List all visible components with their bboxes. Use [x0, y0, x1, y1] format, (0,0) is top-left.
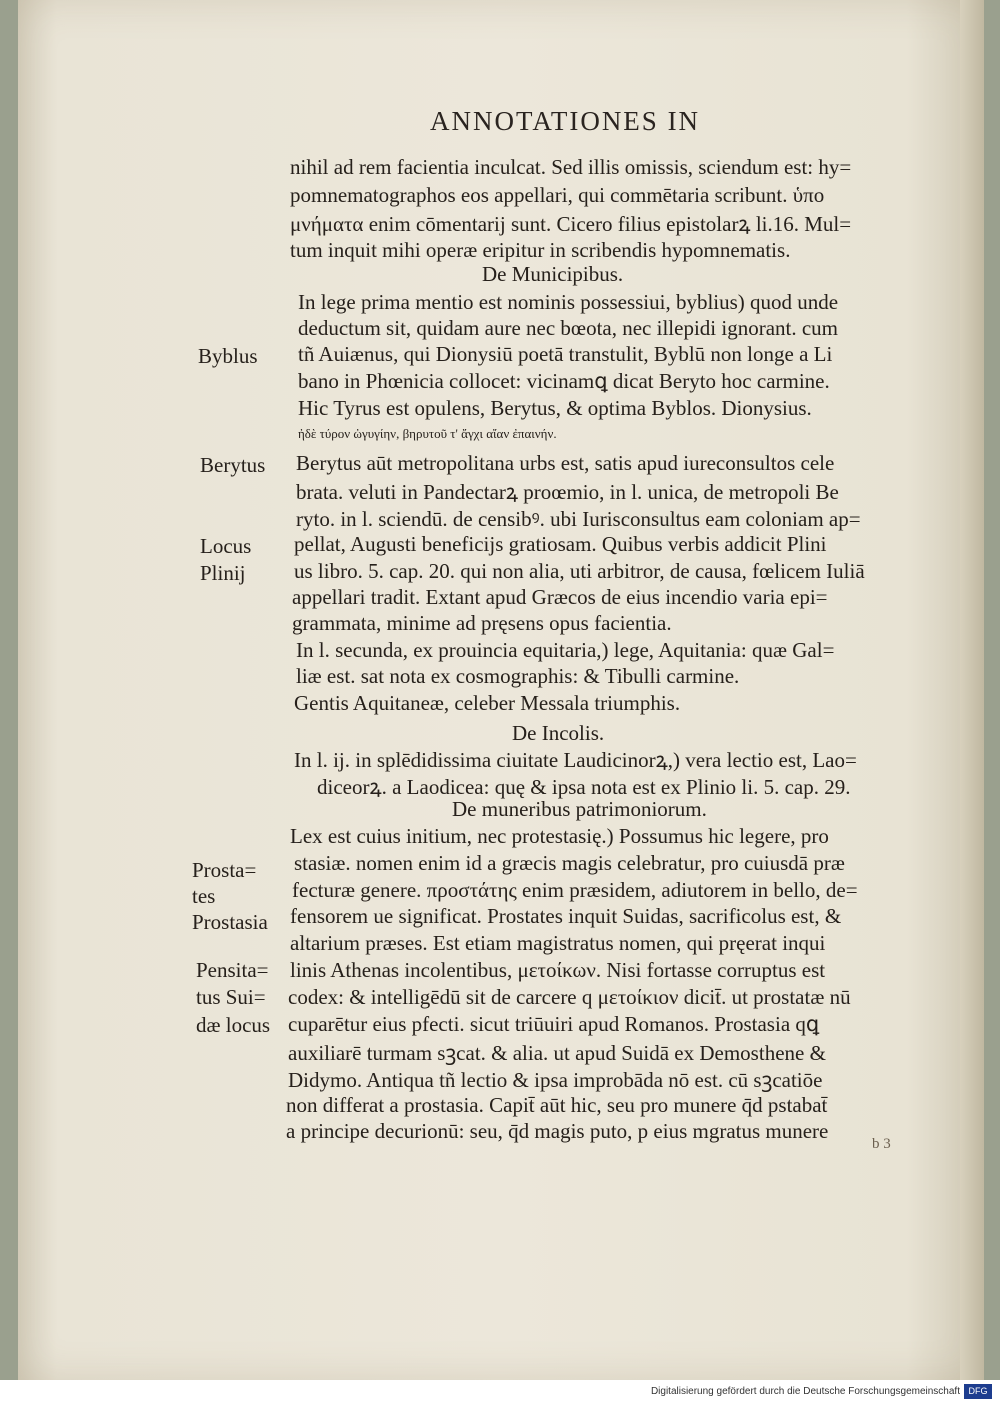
margin-note-prostates: Prosta=: [192, 858, 257, 882]
margin-note-pensitatus: tus Sui=: [196, 985, 266, 1009]
text-line: auxiliarē turmam sꝫcat. & alia. ut apud Suidā ex Demosthene &: [288, 1041, 826, 1065]
text-line: fecturæ genere. προστάτης enim præsidem, adiutorem in bello, de=: [292, 878, 858, 902]
margin-note-plinij: Plinij: [200, 561, 246, 585]
text-line: non differat a prostasia. Capit̄ aūt hic, seu pro munere q̄d pstabat̄: [286, 1093, 828, 1117]
text-line: stasiæ. nomen enim id a græcis magis celebratur, pro cuiusdā præ: [294, 851, 845, 875]
text-line: ryto. in l. sciendū. de censibꝰ. ubi Iurisconsultus eam coloniam ap=: [296, 507, 861, 531]
margin-note-berytus: Berytus: [200, 453, 266, 477]
text-line: codex: & intelligēdū sit de carcere q μετοίκιον dicit̄. ut prostatæ nū: [288, 985, 851, 1009]
text-line: us libro. 5. cap. 20. qui non alia, uti arbitror, de causa, fœlicem Iuliā: [294, 559, 865, 583]
margin-note-locus: Locus: [200, 534, 252, 558]
text-line: a principe decurionū: seu, q̄d magis puto, p eius mgratus munere: [286, 1119, 829, 1143]
text-line: In lege prima mentio est nominis possessiui, byblius) quod unde: [298, 290, 839, 314]
text-line: linis Athenas incolentibus, μετοίκων. Nisi fortasse corruptus est: [290, 958, 826, 982]
text-line: Berytus aūt metropolitana urbs est, satis apud iureconsultos cele: [296, 451, 835, 475]
greek-verse-line: ἠδὲ τύρον ὠγυγίην, βηρυτοῦ τ' ἄγχι αἴαν ἐπαινήν.: [298, 426, 557, 441]
text-line: tum inquit mihi operæ eripitur in scribendis hypomnematis.: [290, 238, 791, 262]
text-line: bano in Phœnicia collocet: vicinamꝗ dicat Beryto hoc carmine.: [298, 369, 830, 393]
text-line: grammata, minime ad pręsens opus facientia.: [292, 611, 672, 635]
text-line: brata. veluti in Pandectarꝝ proœmio, in l. unica, de metropoli Be: [296, 480, 839, 504]
text-line: cuparētur eius pfecti. sicut triūuiri apud Romanos. Prostasia qꝗ: [288, 1012, 820, 1036]
running-head: ANNOTATIONES IN: [430, 106, 701, 136]
heading-incolis: De Incolis.: [512, 721, 605, 745]
text-line: Gentis Aquitaneæ, celeber Messala triumphis.: [294, 691, 681, 715]
footer-credit: Digitalisierung gefördert durch die Deutsche Forschungsgemeinschaft: [650, 1386, 960, 1397]
text-line: In l. secunda, ex prouincia equitaria,) lege, Aquitania: quæ Gal=: [296, 638, 835, 662]
heading-muneribus: De muneribus patrimoniorum.: [452, 797, 707, 821]
text-line: diceorꝝ. a Laodicea: quę & ipsa nota est ex Plinio li. 5. cap. 29.: [317, 775, 851, 799]
text-line: Didymo. Antiqua tñ lectio & ipsa improbāda nō est. cū sꝫcatiōe: [288, 1068, 823, 1092]
text-line: Hic Tyrus est opulens, Berytus, & optima Byblos. Dionysius.: [298, 396, 812, 420]
text-line: fensorem ue significat. Prostates inquit Suidas, sacrificolus est, &: [290, 904, 842, 928]
text-line: nihil ad rem facientia inculcat. Sed illis omissis, sciendum est: hy=: [290, 155, 852, 179]
text-line: tñ Auiænus, qui Dionysiū poetā transtulit, Byblū non longe a Li: [298, 342, 833, 366]
text-line: μνήματα enim cōmentarij sunt. Cicero filius epistolarꝝ li.16. Mul=: [290, 212, 852, 236]
page-edge: [960, 0, 984, 1380]
text-line: liæ est. sat nota ex cosmographis: & Tibulli carmine.: [296, 664, 740, 688]
text-line: deductum sit, quidam aure nec bœota, nec illepidi ignorant. cum: [298, 316, 839, 340]
margin-note-byblus: Byblus: [198, 344, 258, 368]
margin-note-tes: tes: [192, 884, 216, 908]
margin-note-pensitatus: Pensita=: [196, 958, 269, 982]
text-line: appellari tradit. Extant apud Græcos de eius incendio varia epi=: [292, 585, 828, 609]
margin-note-pensitatus: dæ locus: [196, 1013, 271, 1037]
heading-municipibus: De Municipibus.: [482, 262, 624, 286]
margin-note-prostasia: Prostasia: [192, 910, 268, 934]
signature-mark: b 3: [872, 1136, 891, 1152]
text-line: altarium præses. Est etiam magistratus nomen, qui pręerat inqui: [290, 931, 826, 955]
text-line: pomnematographos eos appellari, qui commētaria scribunt. ὑπο: [290, 183, 825, 207]
text-line: Lex est cuius initium, nec protestasię.) Possumus hic legere, pro: [290, 824, 829, 848]
text-line: In l. ij. in splēdidissima ciuitate Laudicinorꝝ,) vera lectio est, Lao=: [294, 748, 857, 772]
footer-bar: [0, 1380, 1000, 1405]
dfg-logo: DFG: [964, 1384, 992, 1399]
text-line: pellat, Augusti beneficijs gratiosam. Quibus verbis addicit Plini: [294, 532, 827, 556]
